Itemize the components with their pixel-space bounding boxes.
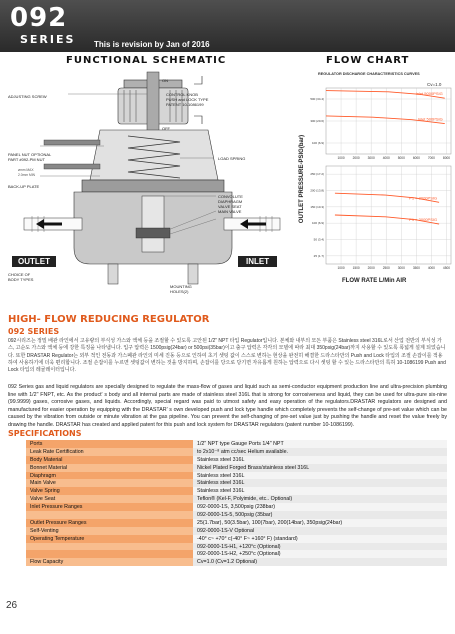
spec-value: Stainless steel 316L bbox=[193, 472, 447, 480]
spec-row bbox=[26, 495, 447, 503]
spec-label: Self-Venting bbox=[26, 527, 193, 535]
flow-chart-title: FLOW CHART bbox=[326, 55, 410, 66]
intro-heading: HIGH- FLOW REDUCING REGULATOR bbox=[8, 314, 210, 325]
spec-row bbox=[26, 487, 447, 495]
label-choice-of-body-types: CHOICE OF BODY TYPES bbox=[8, 272, 34, 282]
spec-row bbox=[26, 440, 447, 448]
y-tick-label: 300 (20.6) bbox=[310, 119, 324, 123]
y-tick-label: 500 (34.4) bbox=[310, 97, 324, 101]
spec-label: Flow Capacity bbox=[26, 558, 193, 566]
x-tick-label: 4000 bbox=[427, 266, 435, 270]
spec-value: Nickel Plated Forged Brass/stainless steel 316L bbox=[193, 464, 447, 472]
spec-value: -40° c~ +70° c(-40° F~ +160° F) (standard) bbox=[193, 535, 447, 543]
spec-label bbox=[26, 511, 193, 519]
y-tick-label: 200 (13.8) bbox=[310, 188, 324, 193]
specifications-table bbox=[26, 440, 447, 566]
spec-value: 092-0000-1S-H2, +250°c (Optional) bbox=[193, 550, 447, 558]
flow-chart bbox=[296, 68, 455, 288]
label-control-knob: CONTROL KNOB PUSH and LOCK TYPE PATENT 10-1086199 bbox=[166, 92, 209, 107]
spec-label: Leak Rate Certification bbox=[26, 448, 193, 456]
y-tick-label: 100 (6.9) bbox=[311, 221, 324, 226]
spec-row bbox=[26, 448, 447, 456]
label-on: ON bbox=[162, 78, 168, 83]
spec-value: Stainless steel 316L bbox=[193, 456, 447, 464]
spec-row bbox=[26, 511, 447, 519]
x-tick-label: 1000 bbox=[337, 156, 345, 160]
spec-label bbox=[26, 543, 193, 551]
spec-value: 092-0000-1S-V Optional bbox=[193, 527, 447, 535]
spec-row bbox=[26, 550, 447, 558]
functional-schematic-title: FUNCTIONAL SCHEMATIC bbox=[66, 55, 227, 66]
spec-label: Bonnet Material bbox=[26, 464, 193, 472]
series-label: Inlet 5000PSIG bbox=[415, 91, 443, 97]
spec-label: Ports bbox=[26, 440, 193, 448]
y-tick-label: 100 (6.9) bbox=[311, 141, 324, 145]
x-tick-label: 4000 bbox=[382, 156, 390, 160]
spec-row bbox=[26, 519, 447, 527]
page-header bbox=[0, 0, 455, 52]
intro-subheading: 092 SERIES bbox=[8, 327, 60, 336]
series-label: Inlet 500PSIG bbox=[417, 116, 443, 122]
x-tick-label: 3000 bbox=[397, 266, 405, 270]
series-label: P1 = 3000PSIG bbox=[409, 195, 438, 201]
x-tick-label: 3500 bbox=[412, 266, 420, 270]
flow-chart-svg bbox=[296, 68, 455, 288]
spec-value: 092-0000-1S-H1, +120°c (Optional) bbox=[193, 543, 447, 551]
spec-row bbox=[26, 472, 447, 480]
x-tick-label: 8000 bbox=[442, 156, 451, 160]
spec-row bbox=[26, 535, 447, 543]
functional-schematic bbox=[4, 68, 296, 298]
x-tick-label: 1500 bbox=[352, 266, 360, 270]
series-label: SERIES bbox=[20, 33, 76, 46]
x-tick-label: 1000 bbox=[337, 266, 345, 270]
x-tick-label: 4500 bbox=[442, 266, 451, 270]
label-outlet: OUTLET bbox=[12, 256, 56, 267]
chart-xlabel: FLOW RATE L/Min AIR bbox=[342, 278, 407, 284]
x-tick-label: 6000 bbox=[412, 156, 420, 160]
spec-value: Cv=1.0 (Cv=1.2 Optional) bbox=[193, 558, 447, 566]
revision-note: This is revision by Jan of 2016 bbox=[94, 40, 210, 49]
spec-label: Diaphragm bbox=[26, 472, 193, 480]
spec-label: Body Material bbox=[26, 456, 193, 464]
x-tick-label: 2000 bbox=[367, 266, 375, 270]
spec-label: Outlet Pressure Ranges bbox=[26, 519, 193, 527]
korean-description: 092시리즈는 정밀 배관 라인에서 고유량의 부식성 가스와 액체 등을 조절할 수 있도록 고안된 1/2" NPT 타입 Regulator입니다. 본체와 내부의 모든 부품은 Stainless steel 316L로서 산업 전반의 부식성 가스, 고순도 가스와 액체 등에 강한 특징을 나타냅니다. 입구 압력은 1500psig(24bar) or 500psi(35bar)이고 출구 압력은 각각의 모델에 따라 최대 350psig(24bar)까지 사용할 수 있도록 폭넓게 설계 되었습니다. 또한 DRASTAR Regulator는 외부 적인 전동과 가스폐관 라인의 미세 진동 등으로 인하여 초기 셋팅 값이 스스로 변하는 현상을 완전히 해결한 드라스타만의 Push and Lock 타입의 조절 손잡이를 적용하여 사용하기에 더욱 편리합니다. 조절 손잡이를 누르면 셋팅값이 변하는 것을 방지하며, 손잡이를 당으로 당기면 자유롭게 원하는 압력으로 다시 셋팅 할 수 있는 드라스타만의 특허 10-1086199 Push and Lock 타입의 레귤레이터입니다. bbox=[8, 338, 446, 374]
spec-value: 092-0000-1S-5, 500psig (35bar) bbox=[193, 511, 447, 519]
spec-row bbox=[26, 527, 447, 535]
spec-value: 092-0000-1S, 3,500psig (238bar) bbox=[193, 503, 447, 511]
x-tick-label: 7000 bbox=[427, 156, 435, 160]
x-tick-label: 3000 bbox=[367, 156, 375, 160]
label-off: OFF bbox=[162, 126, 170, 131]
spec-row bbox=[26, 464, 447, 472]
label-back-up-plate: BACK-UP PLATE bbox=[8, 184, 40, 189]
label-mounting-holes: MOUNTING HOLES(2) bbox=[170, 284, 192, 294]
label-inlet: INLET bbox=[238, 256, 277, 267]
y-tick-label: 250 (17.2) bbox=[310, 172, 324, 177]
spec-value: Stainless steel 316L bbox=[193, 487, 447, 495]
spec-label: Operating Temperature bbox=[26, 535, 193, 543]
spec-value: 25(1.7bar), 50(3.5bar), 100(7bar), 200(14bar), 350psig(24bar) bbox=[193, 519, 447, 527]
spec-label: Inlet Pressure Ranges bbox=[26, 503, 193, 511]
cv-label: Cv=1.0 bbox=[427, 82, 442, 87]
spec-row bbox=[26, 479, 447, 487]
spec-label: Valve Seat bbox=[26, 495, 193, 503]
series-number: 092 bbox=[10, 3, 68, 33]
chart-ylabel: OUTLET PRESSURE-PSIG(bar) bbox=[299, 134, 305, 224]
label-dimension: ømm MAX 2.0mm MIN bbox=[18, 168, 36, 177]
x-tick-label: 5000 bbox=[397, 156, 405, 160]
spec-value: to 2x10⁻⁸ atm cc/sec Helium available. bbox=[193, 448, 447, 456]
label-load-spring: LOAD SPRING bbox=[218, 156, 246, 161]
spec-label: Main Valve bbox=[26, 479, 193, 487]
label-convolute-diaphragm: CONVOLUTE DIAPHRAGM VALVE SEAT MAIN VALVE bbox=[218, 194, 243, 214]
label-adjusting-screw: ADJUSTING SCREW bbox=[8, 94, 47, 99]
spec-value: Stainless steel 316L bbox=[193, 479, 447, 487]
series-label: P1 = 3000PSIG bbox=[409, 217, 438, 223]
spec-row bbox=[26, 558, 447, 566]
spec-label bbox=[26, 550, 193, 558]
x-tick-label: 2500 bbox=[382, 266, 390, 270]
spec-row bbox=[26, 503, 447, 511]
english-description: 092 Series gas and liquid regulators are specially designed to regulate the mass-flow of gases and liquid such as semi-conductor equipment production line and ultra-precision plumbing line with 1/2" FNPT, etc. As the product' s body and all internal parts are made of stainless steel 316L that is strong for corrosiveness and liquid, they can be used for ultra-pure six-nine (99.9999) gases, corrosive gases, and liquids. Accordingly, special regard was paid to utmost safety and easy operation of the regulators.DRASTAR regulators are designed and manufactured for easier operation by equipping with the DRASTAR' s own developed push and lock type handle which completely prevents the self-change of pre-set value which can be caused by the vibration from outside or minute vibration at the gas pipeline. You can prevent the self-changing of pre-set value just by pushing the handle and reset the value freely by drawing the handle. DRASTAR has created and applied patent for this push and lock system for DRASTAR regulators (patent number 10-1086199). bbox=[8, 384, 447, 428]
spec-value: Teflon® (Kel-F, Polyimide, etc.. Optional) bbox=[193, 495, 447, 503]
page-number: 26 bbox=[6, 600, 18, 611]
x-tick-label: 2000 bbox=[352, 156, 360, 160]
spec-label: Valve Spring bbox=[26, 487, 193, 495]
spec-row bbox=[26, 456, 447, 464]
chart-title: REGULATOR DISCHARGE CHARACTERISTICS CURVES bbox=[318, 72, 420, 76]
y-tick-label: 50 (3.4) bbox=[313, 237, 324, 242]
spec-row bbox=[26, 543, 447, 551]
specifications-title: SPECIFICATIONS bbox=[8, 429, 82, 438]
y-tick-label: 150 (10.3) bbox=[310, 204, 324, 209]
label-panel-nut: PANEL NUT OPTIONAL PART #092-PM NUT bbox=[8, 152, 52, 162]
y-tick-label: 25 (1.7) bbox=[313, 253, 324, 258]
spec-value: 1/2" NPT type Gauge Ports 1/4" NPT bbox=[193, 440, 447, 448]
